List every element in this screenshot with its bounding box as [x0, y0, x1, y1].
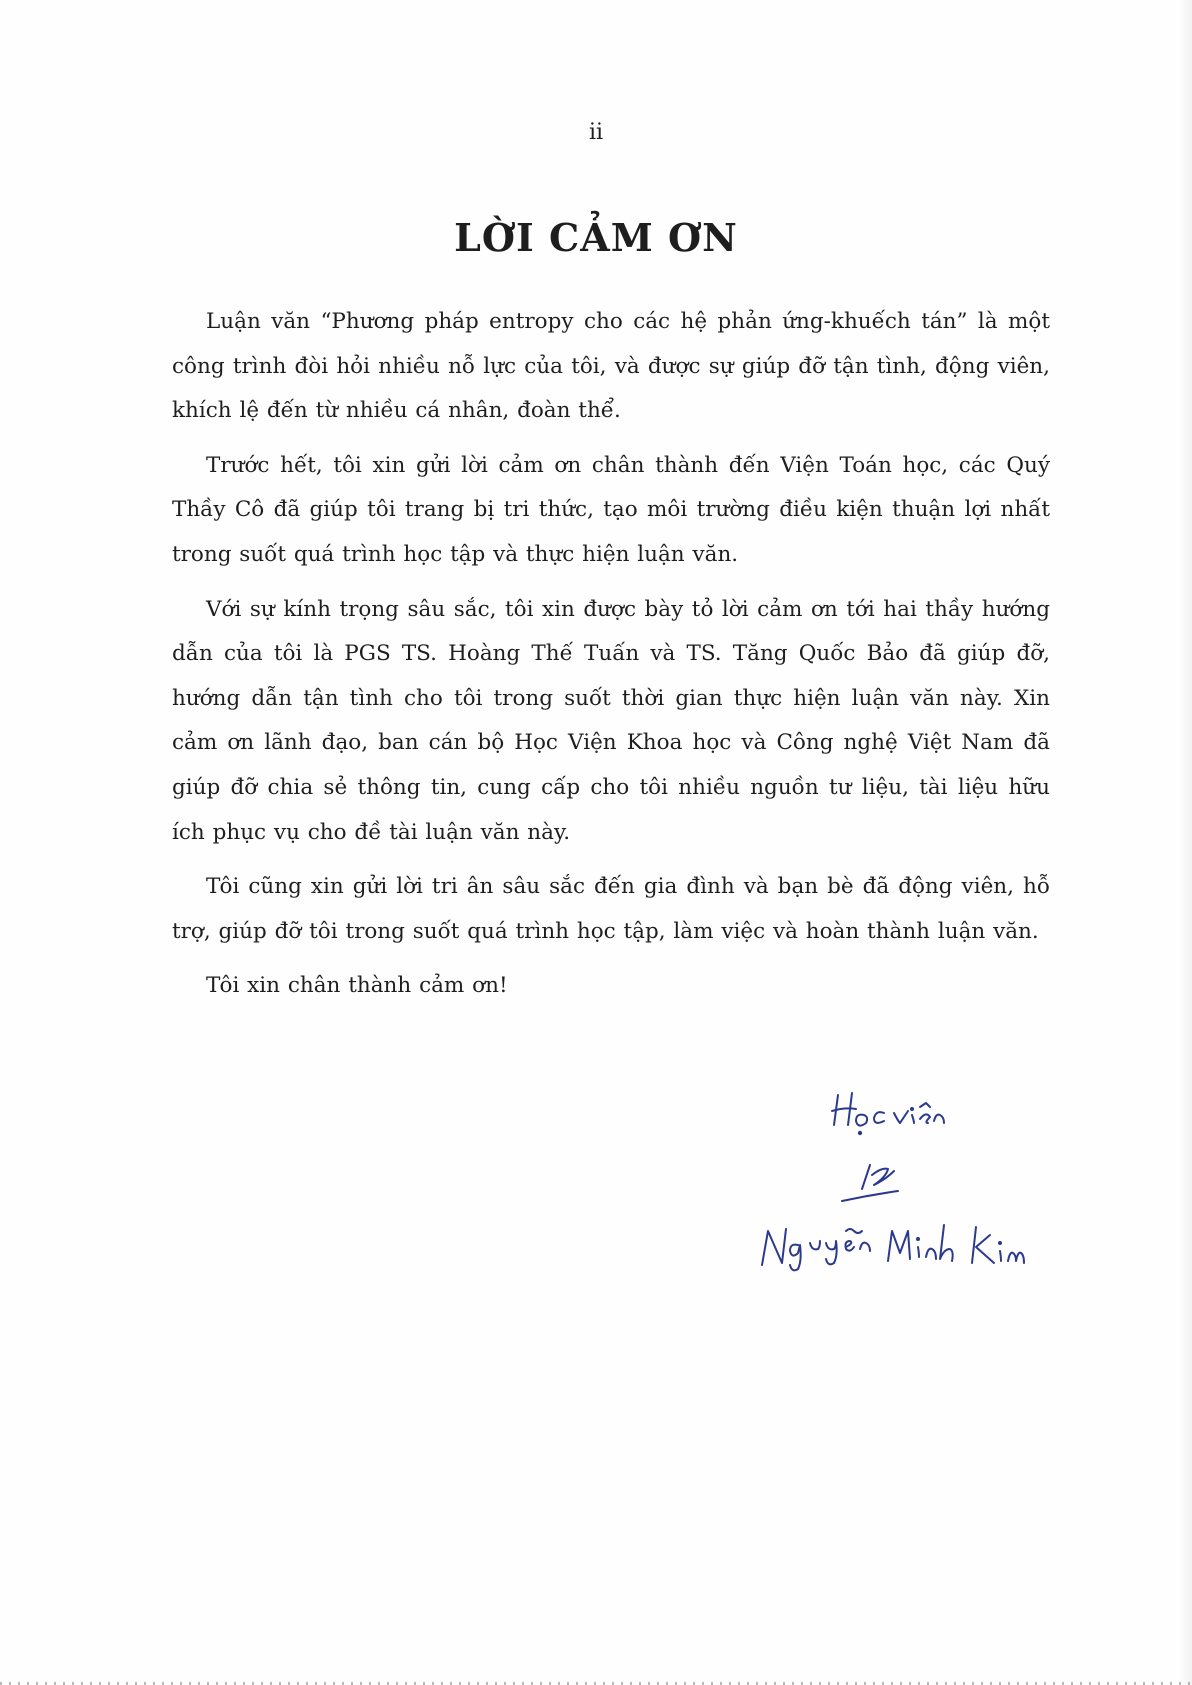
scan-edge-shadow: [1178, 0, 1192, 1685]
handwritten-signature: [760, 1085, 1060, 1285]
paragraph-2: Trước hết, tôi xin gửi lời cảm ơn chân thành đến Viện Toán học, các Quý Thầy Cô đã giúp tôi trang bị tri thức, tạo môi trường điều kiện thuận lợi nhất trong suốt quá trình học tập và thực hiện luận văn.: [172, 452, 1050, 567]
paragraph-3: Với sự kính trọng sâu sắc, tôi xin được bày tỏ lời cảm ơn tới hai thầy hướng dẫn của tôi là PGS TS. Hoàng Thế Tuấn và TS. Tăng Quốc Bảo đã giúp đỡ, hướng dẫn tận tình cho tôi trong suốt thời gian thực hiện luận văn này. Xin cảm ơn lãnh đạo, ban cán bộ Học Viện Khoa học và Công nghệ Việt Nam đã giúp đỡ chia sẻ thông tin, cung cấp cho tôi nhiều nguồn tư liệu, tài liệu hữu ích phục vụ cho đề tài luận văn này.: [172, 596, 1050, 845]
paragraph-4: Tôi cũng xin gửi lời tri ân sâu sắc đến gia đình và bạn bè đã động viên, hỗ trợ, giúp đỡ tôi trong suốt quá trình học tập, làm việc và hoàn thành luận văn.: [172, 874, 1050, 944]
handwritten-signature-block: [760, 1085, 1060, 1285]
page-title: LỜI CẢM ƠN: [454, 215, 738, 260]
page-number: ii: [588, 120, 604, 145]
closing-line: Tôi xin chân thành cảm ơn!: [206, 973, 508, 999]
acknowledgement-body: [172, 300, 1050, 1019]
paragraph-1: Luận văn “Phương pháp entropy cho các hệ phản ứng-khuếch tán” là một công trình đòi hỏi nhiều nỗ lực của tôi, và được sự giúp đỡ tận tình, động viên, khích lệ đến từ nhiều cá nhân, đoàn thể.: [172, 309, 1050, 424]
